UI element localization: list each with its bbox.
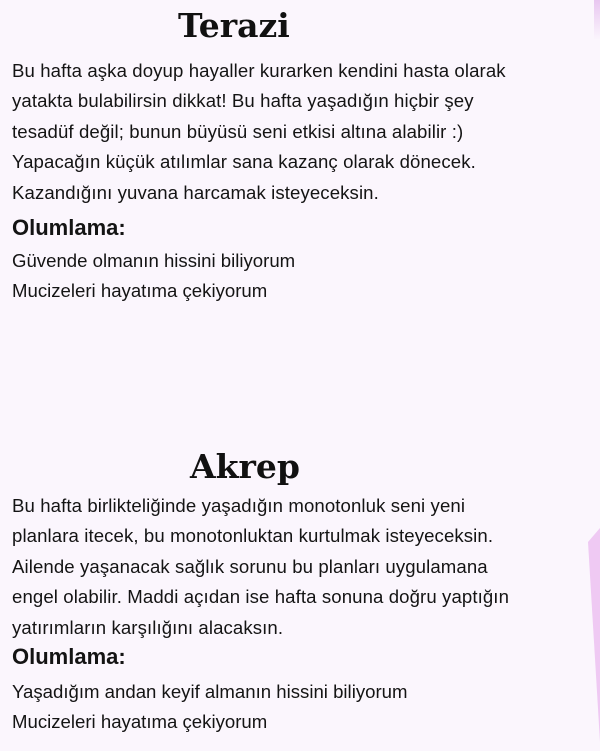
paragraph-line: Yapacağın küçük atılımlar sana kazanç olarak dönecek. (12, 151, 476, 173)
paragraph-line: tesadüf değil; bunun büyüsü seni etkisi altına alabilir :) (12, 120, 464, 142)
affirmation-heading: Olumlama: (12, 215, 126, 241)
affirmation-list (12, 246, 590, 307)
paragraph-line: yatakta bulabilirsin dikkat! Bu hafta yaşadığın hiçbir şey (12, 90, 474, 112)
affirmation-item: Yaşadığım andan keyif almanın hissini biliyorum (12, 681, 408, 703)
horoscope-section-akrep (12, 447, 590, 738)
paragraph-line: yatırımların karşılığını alacaksın. (12, 616, 284, 638)
horoscope-section-terazi (12, 6, 590, 307)
affirmation-list (12, 677, 590, 738)
sign-title: Terazi (178, 6, 290, 45)
horoscope-paragraph (12, 56, 590, 208)
sign-title: Akrep (190, 447, 300, 486)
affirmation-item: Güvende olmanın hissini biliyorum (12, 250, 296, 272)
decorative-accent-top (594, 0, 600, 40)
paragraph-line: Bu hafta aşka doyup hayaller kurarken kendini hasta olarak (12, 60, 506, 81)
paragraph-line: Bu hafta birlikteliğinde yaşadığın monotonluk seni yeni (12, 495, 466, 516)
affirmation-item: Mucizeleri hayatıma çekiyorum (12, 280, 268, 302)
affirmation-heading: Olumlama: (12, 644, 126, 670)
paragraph-line: planlara itecek, bu monotonluktan kurtulmak isteyeceksin. (12, 525, 494, 547)
affirmation-item: Mucizeleri hayatıma çekiyorum (12, 711, 268, 733)
paragraph-line: Kazandığını yuvana harcamak isteyeceksin. (12, 181, 379, 203)
paragraph-line: engel olabilir. Maddi açıdan ise hafta sonuna doğru yaptığın (12, 586, 510, 608)
horoscope-paragraph (12, 491, 590, 643)
paragraph-line: Ailende yaşanacak sağlık sorunu bu planları uygulamana (12, 555, 488, 577)
